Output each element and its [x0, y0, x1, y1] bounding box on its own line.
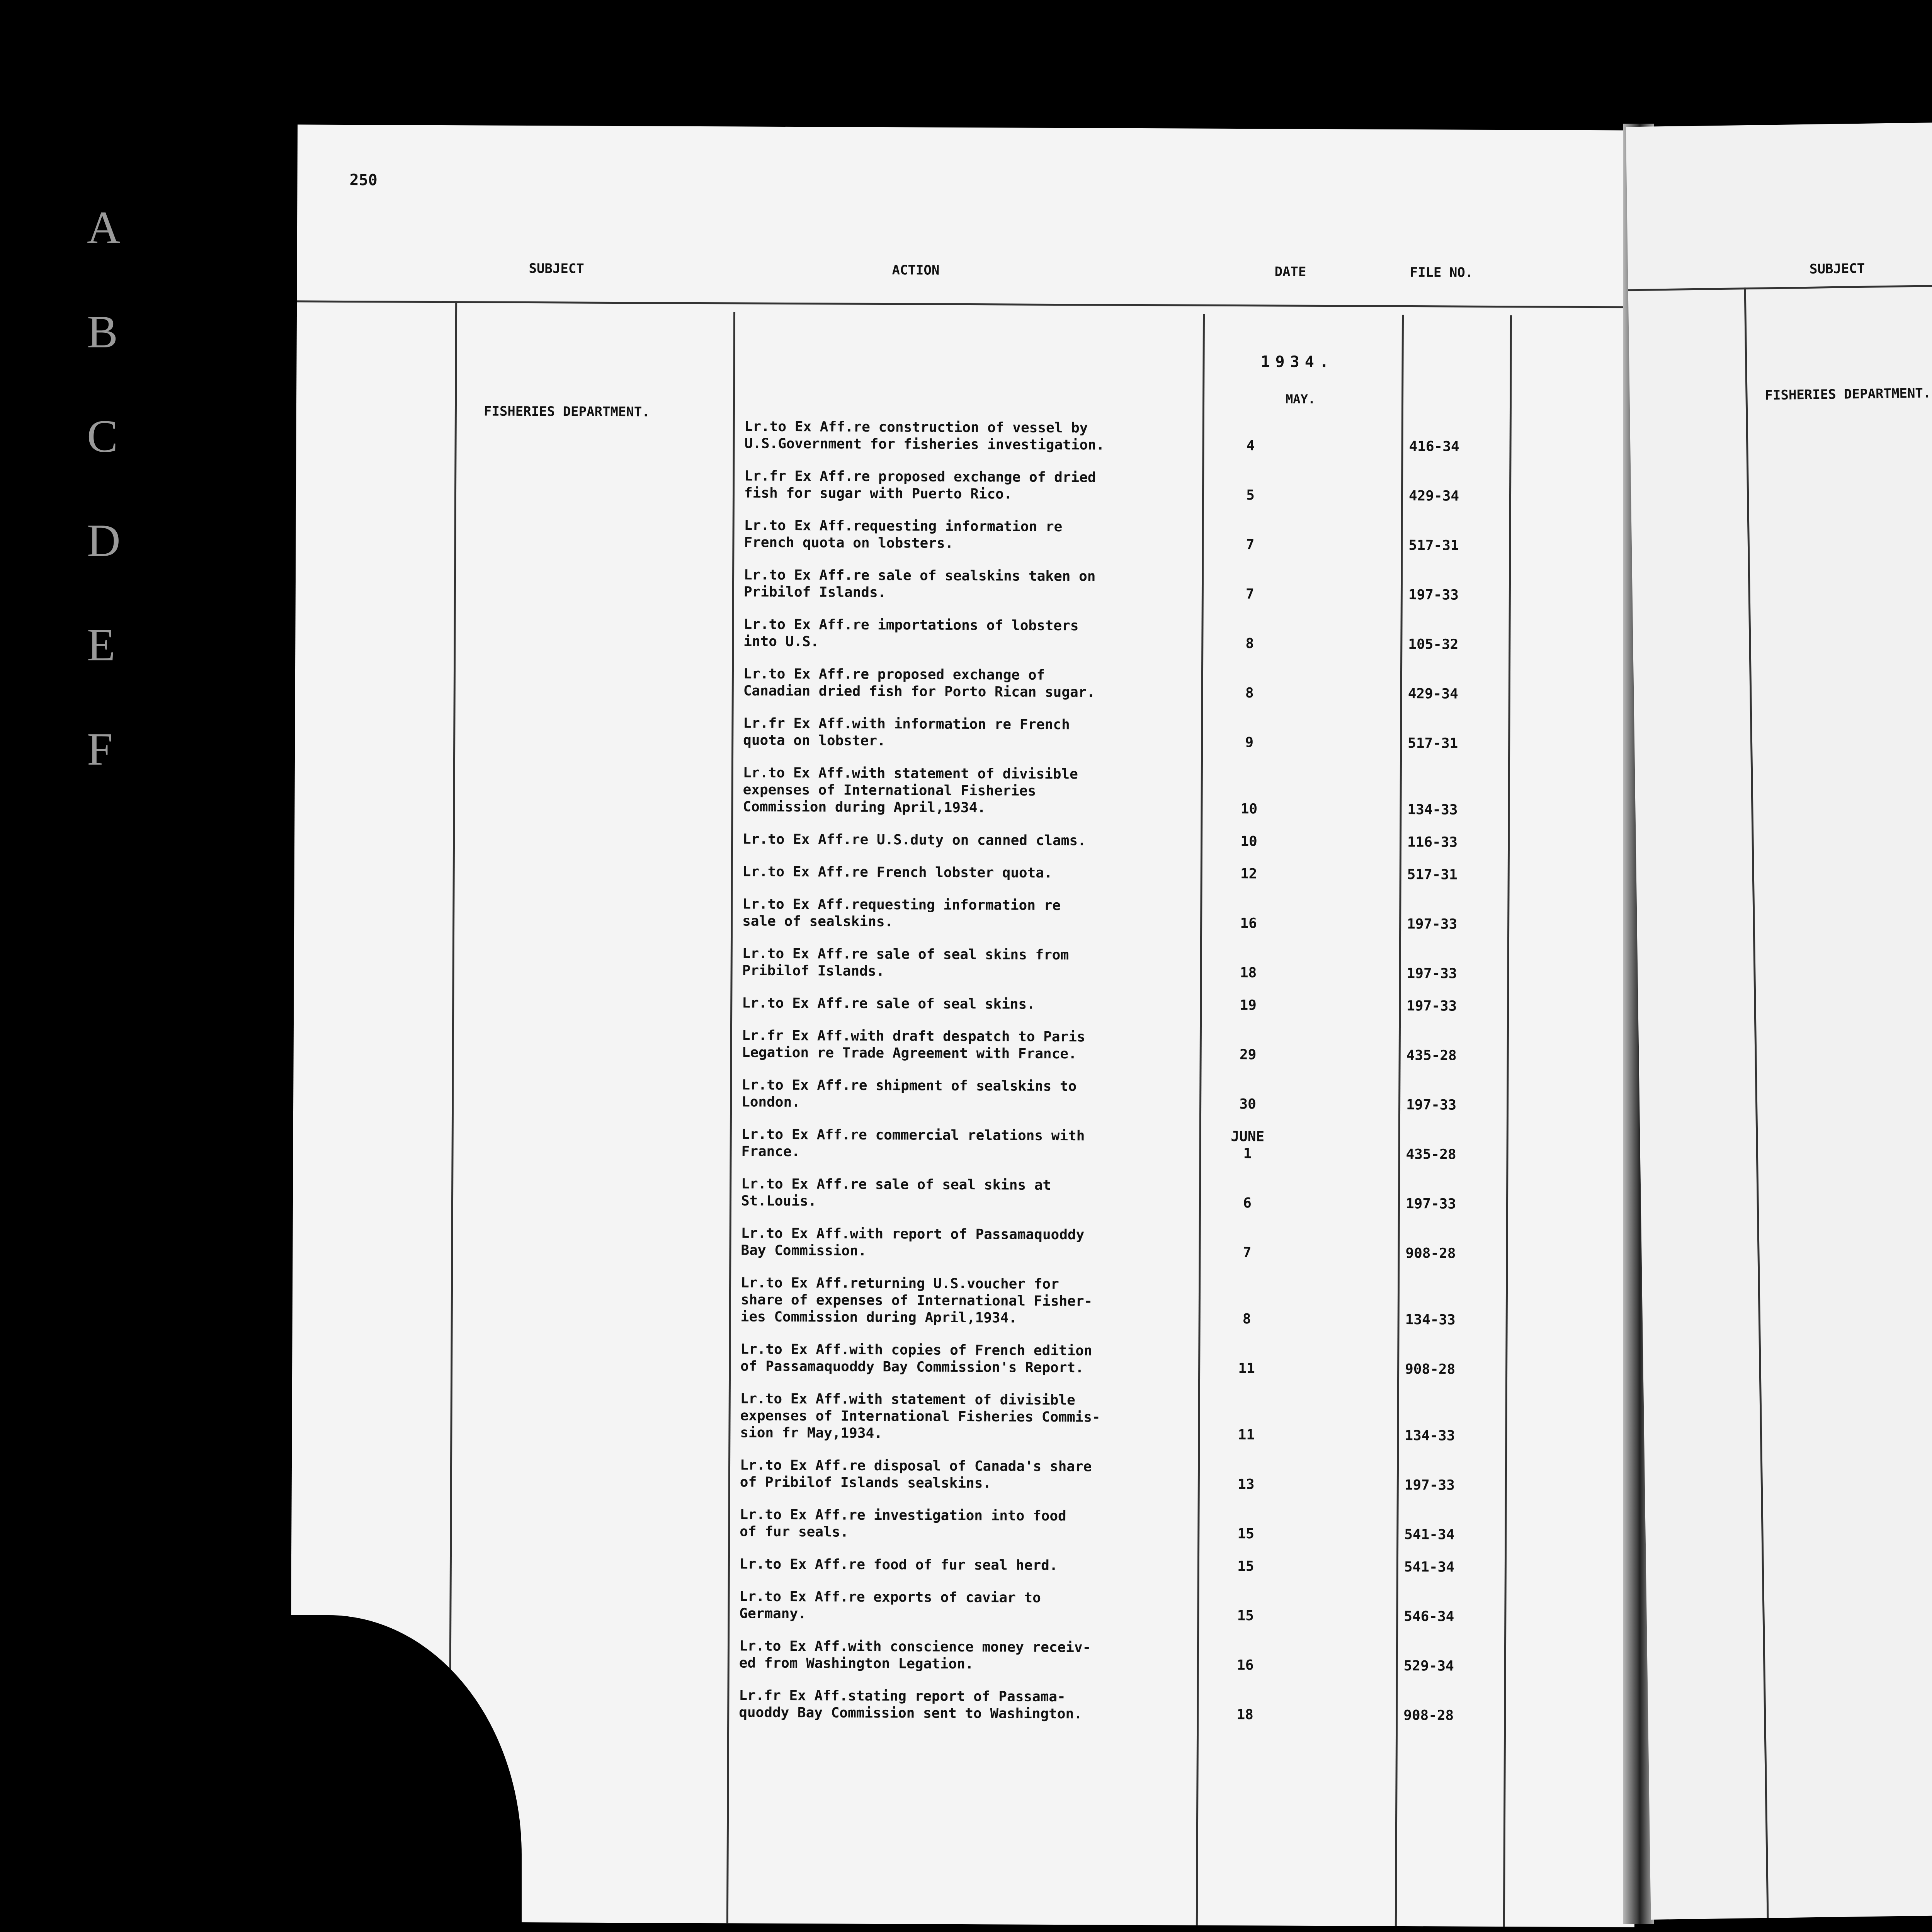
entry-file-number: 197-33	[1408, 587, 1459, 603]
entry-action: Lr.fr Ex Aff.with draft despatch to Paris Legation re Trade Agreement with France.	[742, 1027, 1085, 1062]
entry-action: Lr.to Ex Aff.requesting information re French quota on lobsters.	[744, 517, 1063, 551]
entry-date: 12	[1240, 866, 1257, 882]
entry-file-number: 105-32	[1408, 636, 1459, 653]
entry-date: 29	[1239, 1047, 1257, 1063]
entry-file-number: 197-33	[1404, 1477, 1455, 1493]
entry-action: Lr.to Ex Aff.with report of Passamaquoddy Bay Commission.	[741, 1225, 1085, 1259]
entry-file-number: 908-28	[1405, 1245, 1456, 1262]
entry-file-number: 435-28	[1406, 1146, 1456, 1163]
entry-file-number: 134-33	[1405, 1311, 1456, 1328]
entry-file-number: 197-33	[1406, 1097, 1457, 1113]
tab-letter: F	[87, 723, 113, 775]
right-ledger-page	[1626, 109, 1932, 1920]
header-subject: SUBJECT	[1809, 260, 1865, 277]
entry-action: Lr.to Ex Aff.re food of fur seal herd.	[739, 1556, 1058, 1574]
entry-action: Lr.to Ex Aff.re investigation into food of fur seals.	[740, 1507, 1066, 1540]
entry-date: 11	[1238, 1361, 1255, 1377]
entry-date: 13	[1238, 1476, 1255, 1493]
entry-action: Lr.to Ex Aff.re sale of seal skins.	[742, 995, 1035, 1012]
entry-date: JUNE 1	[1231, 1128, 1265, 1162]
entry-action: Lr.to Ex Aff.re proposed exchange of Canadian dried fish for Porto Rican sugar.	[743, 666, 1095, 701]
entry-date: 7	[1243, 1245, 1252, 1261]
column-rule	[1503, 315, 1512, 1927]
entry-date: 16	[1240, 915, 1257, 932]
entry-date: 18	[1240, 965, 1257, 981]
entry-date: 16	[1237, 1657, 1254, 1673]
hand-shadow	[0, 1615, 522, 1932]
month-heading: MAY.	[1286, 391, 1316, 406]
entry-file-number: 197-33	[1406, 965, 1457, 982]
entry-action: Lr.to Ex Aff.re commercial relations with France.	[741, 1126, 1085, 1160]
entry-file-number: 429-34	[1408, 685, 1458, 702]
entry-action: Lr.to Ex Aff.re shipment of sealskins to London.	[742, 1077, 1077, 1111]
entry-action: Lr.to Ex Aff.requesting information re sale of sealskins.	[742, 896, 1061, 930]
entry-action: Lr.to Ex Aff.re sale of seal skins from Pribilof Islands.	[742, 946, 1069, 980]
entry-file-number: 197-33	[1407, 916, 1458, 932]
year-heading: 1934.	[1260, 353, 1335, 371]
page-number: 250	[349, 171, 378, 189]
entry-date: 11	[1238, 1427, 1255, 1443]
entry-action: Lr.to Ex Aff.with copies of French edition of Passamaquoddy Bay Commission's Report.	[740, 1341, 1092, 1376]
entry-date: 10	[1240, 801, 1258, 817]
tab-letter: B	[87, 306, 118, 357]
entry-action: Lr.fr Ex Aff.with information re French quota on lobster.	[743, 715, 1070, 749]
entry-action: Lr.to Ex Aff.re importations of lobsters into U.S.	[743, 616, 1079, 650]
entry-date: 15	[1237, 1526, 1255, 1542]
tab-letter: C	[87, 410, 118, 462]
entry-file-number: 908-28	[1405, 1361, 1456, 1378]
entry-date: 8	[1242, 1311, 1251, 1327]
entry-file-number: 116-33	[1407, 834, 1458, 850]
entry-file-number: 517-31	[1408, 537, 1459, 554]
entry-action: Lr.to Ex Aff.re disposal of Canada's share of Pribilof Islands sealskins.	[740, 1457, 1092, 1492]
column-rule	[1744, 287, 1769, 1920]
entry-date: 4	[1246, 438, 1255, 454]
entry-date: 10	[1240, 833, 1257, 850]
header-file-no: FILE NO.	[1410, 264, 1473, 281]
entry-file-number: 416-34	[1409, 438, 1459, 455]
entry-action: Lr.fr Ex Aff.stating report of Passama- quoddy Bay Commission sent to Washington.	[739, 1687, 1082, 1722]
tab-letter: A	[87, 202, 121, 253]
entry-action: Lr.to Ex Aff.re exports of caviar to Germany.	[739, 1588, 1041, 1622]
header-rule	[297, 300, 1641, 308]
entry-file-number: 197-33	[1406, 998, 1457, 1014]
entry-date: 30	[1239, 1096, 1256, 1112]
left-ledger-page	[290, 124, 1642, 1927]
entry-date: 8	[1245, 685, 1254, 701]
header-subject: SUBJECT	[529, 261, 584, 277]
entry-date: 7	[1245, 586, 1254, 602]
tab-letter: D	[87, 515, 121, 566]
entry-action: Lr.to Ex Aff.re construction of vessel by U.S.Government for fisheries investigation.	[744, 418, 1105, 453]
entry-file-number: 541-34	[1404, 1559, 1455, 1575]
header-rule	[1628, 271, 1932, 291]
entry-action: Lr.to Ex Aff.with statement of divisible expenses of International Fisheries Commis- sion fr May,1934.	[740, 1391, 1100, 1442]
entry-date: 18	[1236, 1707, 1253, 1723]
header-date: DATE	[1274, 264, 1306, 280]
entry-date: 5	[1246, 487, 1255, 503]
column-rule	[726, 312, 735, 1925]
column-rule	[1196, 314, 1205, 1927]
entry-action: Lr.to Ex Aff.re U.S.duty on canned clams.	[743, 831, 1086, 849]
entry-file-number: 529-34	[1403, 1658, 1454, 1674]
header-action: ACTION	[892, 262, 940, 278]
entry-date: 8	[1245, 636, 1254, 652]
tab-letter: E	[87, 619, 116, 670]
entry-action: Lr.to Ex Aff.with statement of divisible expenses of International Fisheries Commission during April,1934.	[743, 765, 1078, 816]
entry-action: Lr.to Ex Aff.re French lobster quota.	[742, 864, 1053, 881]
entry-file-number: 134-33	[1405, 1427, 1455, 1444]
entry-action: Lr.to Ex Aff.re sale of seal skins at St.Louis.	[741, 1176, 1051, 1209]
subject-heading: FISHERIES DEPARTMENT.	[483, 403, 650, 420]
entry-file-number: 435-28	[1406, 1047, 1457, 1064]
entry-date: 15	[1237, 1608, 1254, 1624]
entry-file-number: 429-34	[1408, 488, 1459, 504]
subject-heading: FISHERIES DEPARTMENT.	[1765, 385, 1931, 403]
entry-file-number: 517-31	[1408, 735, 1458, 752]
entry-action: Lr.to Ex Aff.re sale of sealskins taken on Pribilof Islands.	[743, 567, 1096, 601]
entry-date: 19	[1240, 997, 1257, 1014]
entry-file-number: 541-34	[1404, 1526, 1455, 1543]
entry-action: Lr.to Ex Aff.returning U.S.voucher for share of expenses of International Fisher- ies Commission during April,1934.	[740, 1275, 1093, 1326]
entry-file-number: 908-28	[1403, 1707, 1454, 1724]
entry-list	[1626, 109, 1932, 127]
column-rule	[1395, 315, 1404, 1927]
entry-date: 7	[1246, 537, 1255, 553]
entry-file-number: 197-33	[1405, 1196, 1456, 1212]
entry-file-number: 546-34	[1404, 1608, 1454, 1625]
entry-date: 6	[1243, 1195, 1252, 1211]
entry-action: Lr.fr Ex Aff.re proposed exchange of dried fish for sugar with Puerto Rico.	[744, 468, 1096, 502]
entry-file-number: 134-33	[1407, 801, 1458, 818]
entry-file-number: 517-31	[1407, 866, 1458, 883]
entry-date: 15	[1237, 1558, 1254, 1575]
entry-action: Lr.to Ex Aff.with conscience money receiv- ed from Washington Legation.	[739, 1638, 1091, 1672]
entry-date: 9	[1245, 735, 1254, 751]
